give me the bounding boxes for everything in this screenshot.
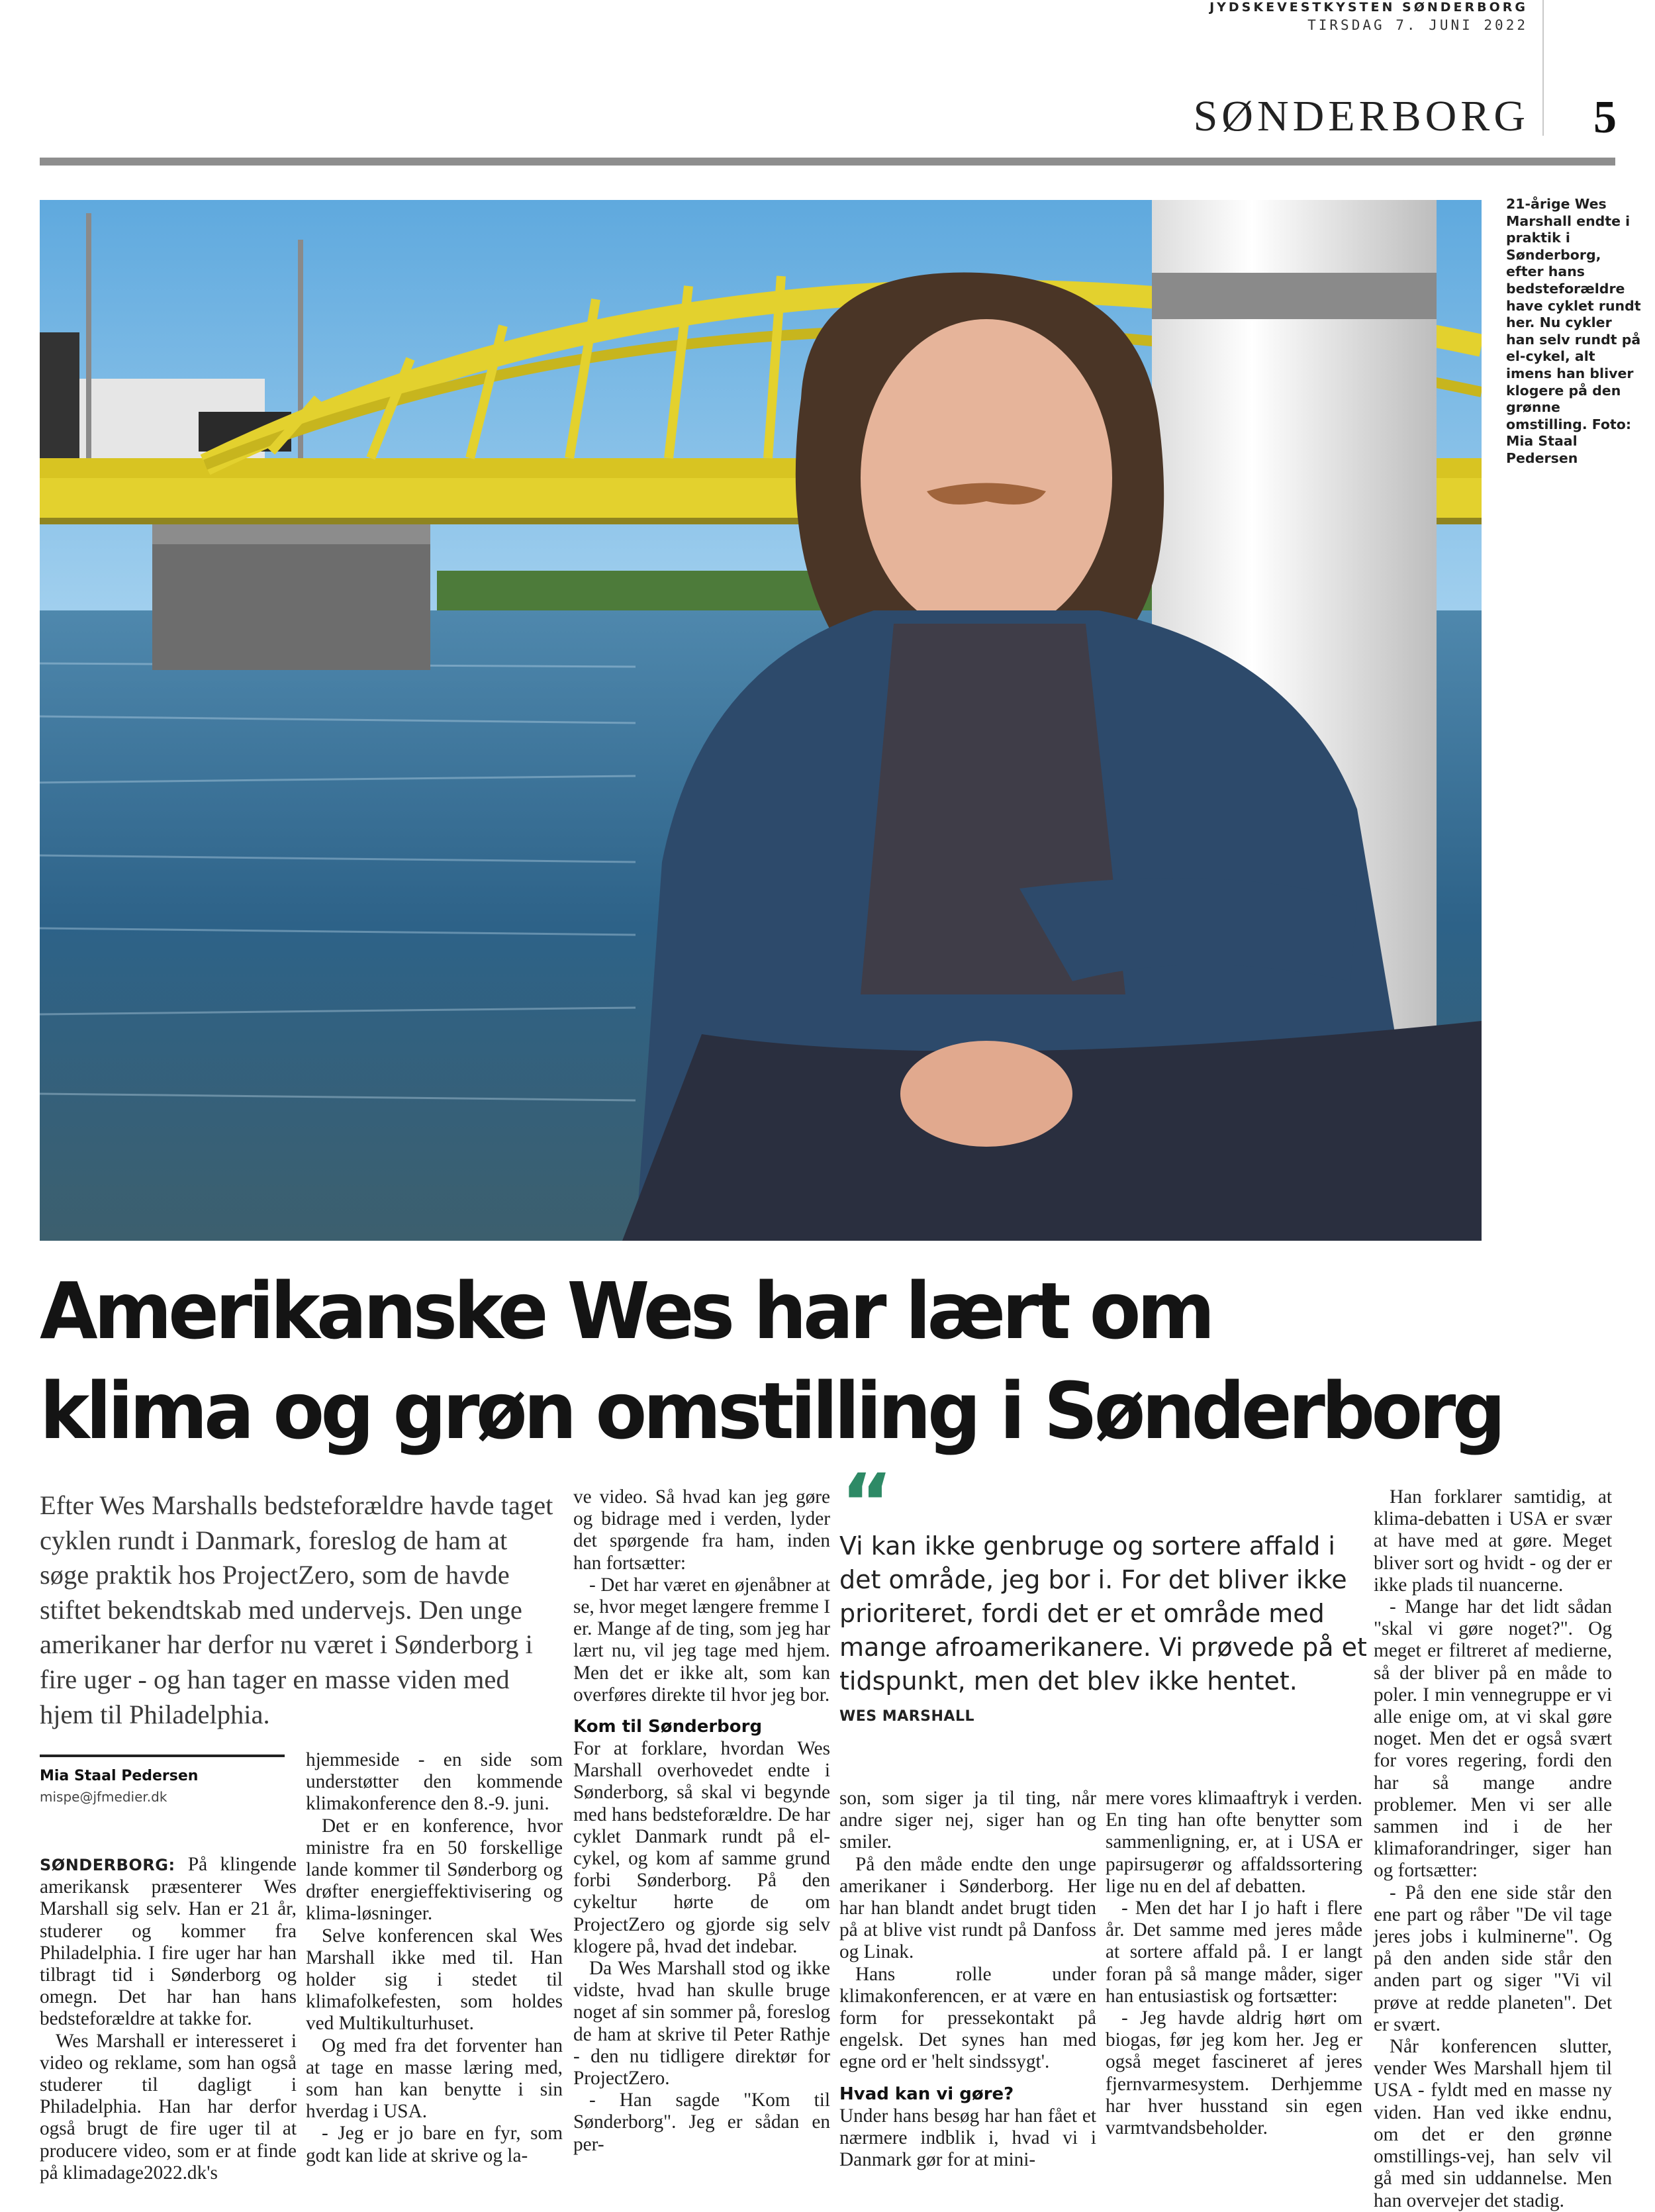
byline-email: mispe@jfmedier.dk <box>40 1789 167 1805</box>
pull-quote: Vi kan ikke genbruge og sortere affald i det område, jeg bor i. For det bliver ikke prioriteret, fordi det er et område med mange afroamerikanere. Vi prøvede på et tidspunkt, men det blev ikke hentet. <box>839 1531 1367 1696</box>
paragraph: Det er en konference, hvor ministre fra en 50 forskellige lande kommer til Sønderborg og drøfter energieffektivisering og klima-løsninger. <box>306 1815 563 1925</box>
article-column-5 <box>1106 1788 1362 2139</box>
paragraph: På klingende amerikansk præsenterer Wes Marshall sig selv. Han er 21 år, studerer og kommer fra Philadelphia. I fire uger har han tilbragt tid i Sønderborg og omegn. Det har han hans bedsteforældre at takke for. <box>40 1854 297 2030</box>
article-lead: Efter Wes Marshalls bedsteforældre havde taget cyklen rundt i Danmark, foreslog de ham at søge praktik hos ProjectZero, som de havde stiftet bekendtskab med undervejs. Den unge amerikaner har derfor nu været i Sønderborg i fire uger - og han tager en masse viden med hjem til Philadelphia. <box>40 1490 553 1729</box>
masthead-divider <box>1542 0 1544 136</box>
trousers <box>622 1021 1482 1241</box>
paragraph: - Men det har I jo haft i flere år. Det samme med jeres måde at sortere affald på. I er langt foran på så mange måder, siger han entusiastisk og fortsætter: <box>1106 1898 1362 2007</box>
issue-date: TIRSDAG 7. JUNI 2022 <box>1307 17 1528 33</box>
dateline: SØNDERBORG: <box>40 1856 175 1874</box>
paragraph: - Jeg havde aldrig hørt om biogas, før jeg kom her. Jeg er også meget fascineret af jeres fjernvarmesystem. Derhjemme har hver husstand sin egen varmtvandsbeholder. <box>1106 2007 1362 2139</box>
paragraph: På den måde endte den unge amerikaner i Sønderborg. Her har han blandt andet brugt tiden på at blive vist rundt på Danfoss og Linak. <box>839 1853 1096 1963</box>
paragraph: Da Wes Marshall stod og ikke vidste, hvad han skulle bruge noget af sin sommer på, foreslog de ham at skrive til Peter Rathje - den nu tidligere direktør for ProjectZero. <box>573 1958 830 2090</box>
face <box>861 319 1112 637</box>
page-number: 5 <box>1593 92 1617 143</box>
paragraph: mere vores klimaaftryk i verden. En ting han ofte benytter som sammenligning, er, at i USA er papirsugerør og affaldssortering lige nu en del af debatten. <box>1106 1788 1362 1897</box>
article-column-2 <box>306 1749 563 2167</box>
paragraph: For at forklare, hvordan Wes Marshall overhovedet endte i Sønderborg, så skal vi begynde med hans bedsteforældre. De har cyklet Danmark rundt på el-cykel, og kom af samme grund forbi Sønderborg. På den cykeltur hørte de om ProjectZero og gjorde sig selv klogere på, hvad det indebar. <box>573 1738 830 1957</box>
subheading: Kom til Sønderborg <box>573 1717 763 1737</box>
paragraph: son, som siger ja til ting, når andre siger nej, siger han og smiler. <box>839 1788 1096 1853</box>
byline-rule <box>40 1755 285 1757</box>
article-column-4 <box>839 1788 1096 2171</box>
subheading: Hvad kan vi gøre? <box>839 2084 1014 2104</box>
article-photo <box>40 200 1482 1241</box>
hands <box>900 1041 1072 1147</box>
paragraph: Wes Marshall er interesseret i video og reklame, som han også studerer til dagligt i Philadelphia. Han har derfor også brugt de fire uger til at producere video, som er at finde på klimadage2022.dk's <box>40 2030 297 2184</box>
paragraph: - Han sagde "Kom til Sønderborg". Jeg er sådan en per- <box>573 2090 830 2155</box>
paragraph: - Jeg er jo bare en fyr, som godt kan lide at skrive og la- <box>306 2123 563 2166</box>
paragraph: Når konferencen slutter, vender Wes Marshall hjem til USA - fyldt med en masse ny viden. Han ved ikke endnu, om det er den grønne omstillings-vej, han selv vil gå med sin uddannelse. Men han overvejer det stadig. <box>1374 2036 1612 2211</box>
paragraph: Han forklarer samtidig, at klima-debatten i USA er svær at have med at gøre. Meget bliver sort og hvidt - og der er ikke plads til nuancerne. <box>1374 1486 1612 1596</box>
headline-line-1: Amerikanske Wes har lært om <box>40 1265 1211 1357</box>
top-rule <box>40 158 1615 166</box>
section-title: SØNDERBORG <box>1193 92 1529 140</box>
article-column-3 <box>573 1486 830 2156</box>
paragraph: Og med fra det forventer han at tage en masse læring med, som han kan benytte i sin hverdag i USA. <box>306 2035 563 2123</box>
paragraph: - På den ene side står den ene part og råber "De vil tage jeres jobs i kulminerne". Og på den anden side står den anden part og siger "Vi vil prøve at redde planeten". Det er svært. <box>1374 1882 1612 2035</box>
headline <box>40 1261 1552 1461</box>
byline-name: Mia Staal Pedersen <box>40 1768 199 1784</box>
paragraph: - Mange har det lidt sådan "skal vi gøre noget?". Og meget er filtreret af medierne, så der bliver på en måde to poler. I min vennegruppe er vi alle enige om, at vi skal gøre noget. Men det er også svært for vores regering, fordi den har så mange andre problemer. Men vi ser alle sammen ind i de her klimaforandringer, siger han og fortsætter: <box>1374 1596 1612 1882</box>
photo-caption: 21-årige Wes Marshall endte i praktik i Sønderborg, efter hans bedsteforældre have cyklet rundt her. Nu cykler han selv rundt på el-cykel, alt imens han bliver klogere på den grønne omstilling. Foto: Mia Staal Pedersen <box>1506 196 1641 466</box>
paragraph: hjemmeside - en side som understøtter den kommende klimakonference den 8.-9. juni. <box>306 1749 563 1815</box>
paragraph: Hans rolle under klimakonferencen, er at være en form for pressekontakt på engelsk. Det synes han med egne ord er 'helt sindssygt'. <box>839 1963 1096 2073</box>
paragraph: ve video. Så hvad kan jeg gøre og bidrage med i verden, lyder det spørgende fra ham, inden han fortsætter: <box>573 1486 830 1574</box>
article-column-1 <box>40 1854 297 2184</box>
quote-icon: “ <box>841 1458 893 1550</box>
headline-line-2: klima og grøn omstilling i Sønderborg <box>40 1365 1502 1457</box>
article-column-6 <box>1374 1486 1612 2212</box>
paragraph: Under hans besøg har han fået et nærmere indblik i, hvad vi i Danmark gør for at mini- <box>839 2105 1096 2171</box>
paragraph: Selve konferencen skal Wes Marshall ikke med til. Han holder sig i stedet til klimafolkefesten, som holdes ved Multikulturhuset. <box>306 1925 563 2035</box>
traffic-light <box>40 332 79 465</box>
pull-quote-source: WES MARSHALL <box>839 1708 974 1725</box>
newspaper-name: JYDSKEVESTKYSTEN SØNDERBORG <box>1209 0 1528 15</box>
paragraph: - Det har været en øjenåbner at se, hvor meget længere fremme I er. Mange af de ting, som jeg har lært nu, vil jeg tage med hjem. Men det er ikke alt, som kan overføres direkte til hvor jeg bor. <box>573 1574 830 1706</box>
